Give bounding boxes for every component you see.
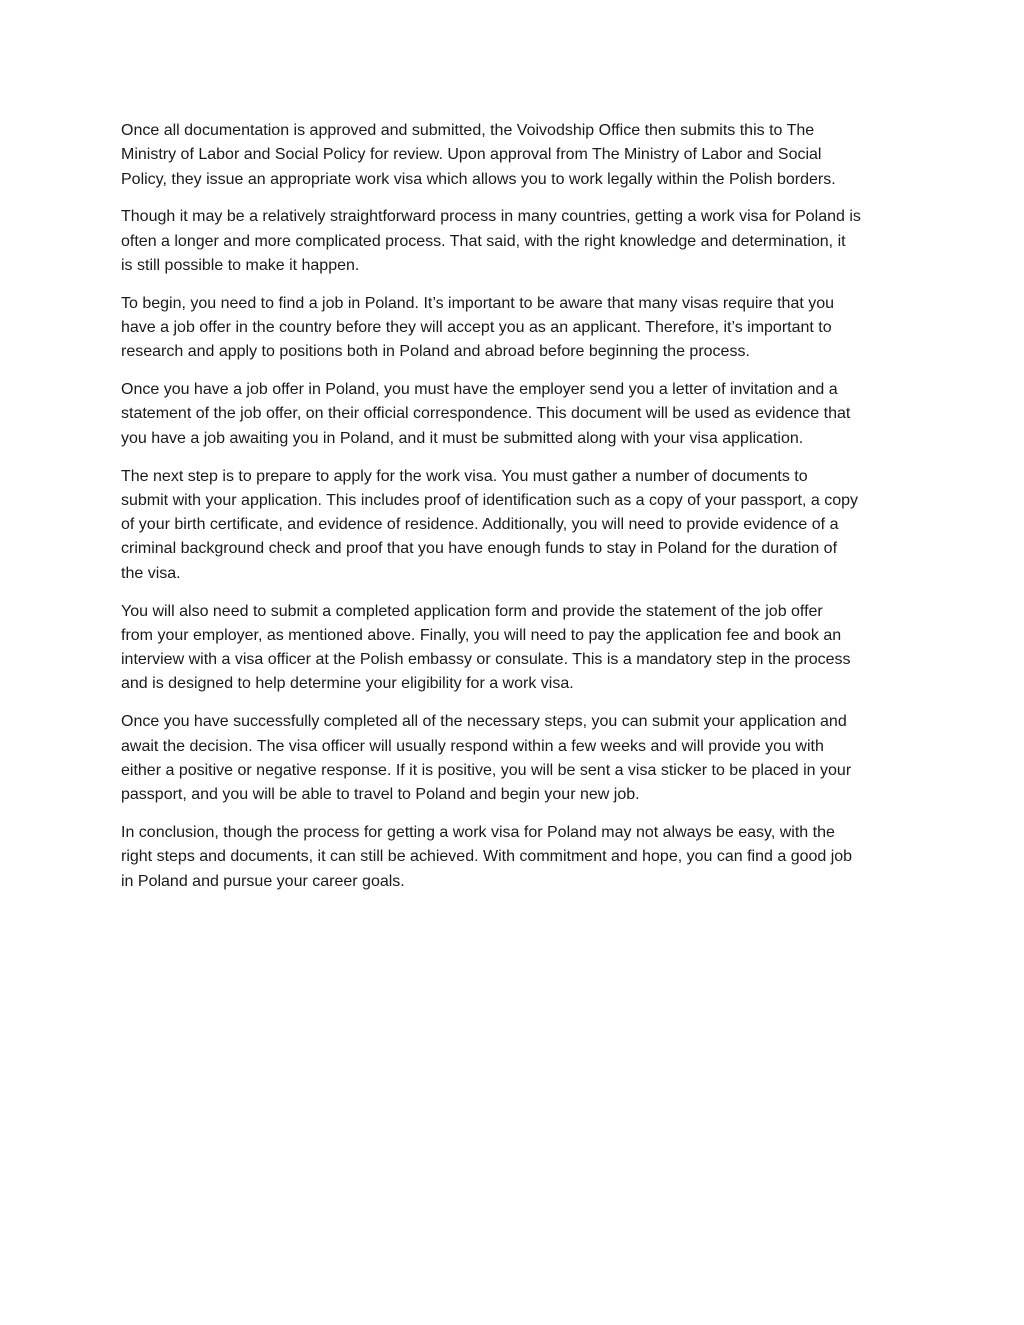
paragraph-5: The next step is to prepare to apply for the work visa. You must gather a number of documents to submit with your application. This includes proof of identification such as a copy of your passport, a copy of your birth certificate, and evidence of residence. Additionally, you will need to provide evidence of a criminal background check and proof that you have enough funds to stay in Poland for the duration of the visa. [121,467,858,582]
paragraph-6: You will also need to submit a completed application form and provide the statement of the job offer from your employer, as mentioned above. Finally, you will need to pay the application fee and book an interview with a visa officer at the Polish embassy or consulate. This is a mandatory step in the process and is designed to help determine your eligibility for a work visa. [121,602,851,693]
paragraph-2: Though it may be a relatively straightforward process in many countries, getting a work visa for Poland is often a longer and more complicated process. That said, with the right knowledge and determination, it is still possible to make it happen. [121,208,861,274]
document-body [121,119,911,907]
paragraph-8: In conclusion, though the process for getting a work visa for Poland may not always be easy, with the right steps and documents, it can still be achieved. With commitment and hope, you can find a good job in Poland and pursue your career goals. [121,823,853,890]
paragraph-7: Once you have successfully completed all of the necessary steps, you can submit your application and await the decision. The visa officer will usually respond within a few weeks and will provide you with either a positive or negative response. If it is positive, you will be sent a visa sticker to be placed in your passport, and you will be able to travel to Poland and begin your new job. [121,713,852,804]
paragraph-4: Once you have a job offer in Poland, you must have the employer send you a letter of invitation and a statement of the job offer, on their official correspondence. This document will be used as evidence that you have a job awaiting you in Poland, and it must be submitted along with your visa application. [121,381,851,447]
paragraph-1: Once all documentation is approved and submitted, the Voivodship Office then submits this to The Ministry of Labor and Social Policy for review. Upon approval from The Ministry of Labor and Social Policy, they issue an appropriate work visa which allows you to work legally within the Polish borders. [121,122,836,188]
paragraph-3: To begin, you need to find a job in Poland. It’s important to be aware that many visas require that you have a job offer in the country before they will accept you as an applicant. Therefore, it’s important to research and apply to positions both in Poland and abroad before beginning the process. [121,294,835,361]
